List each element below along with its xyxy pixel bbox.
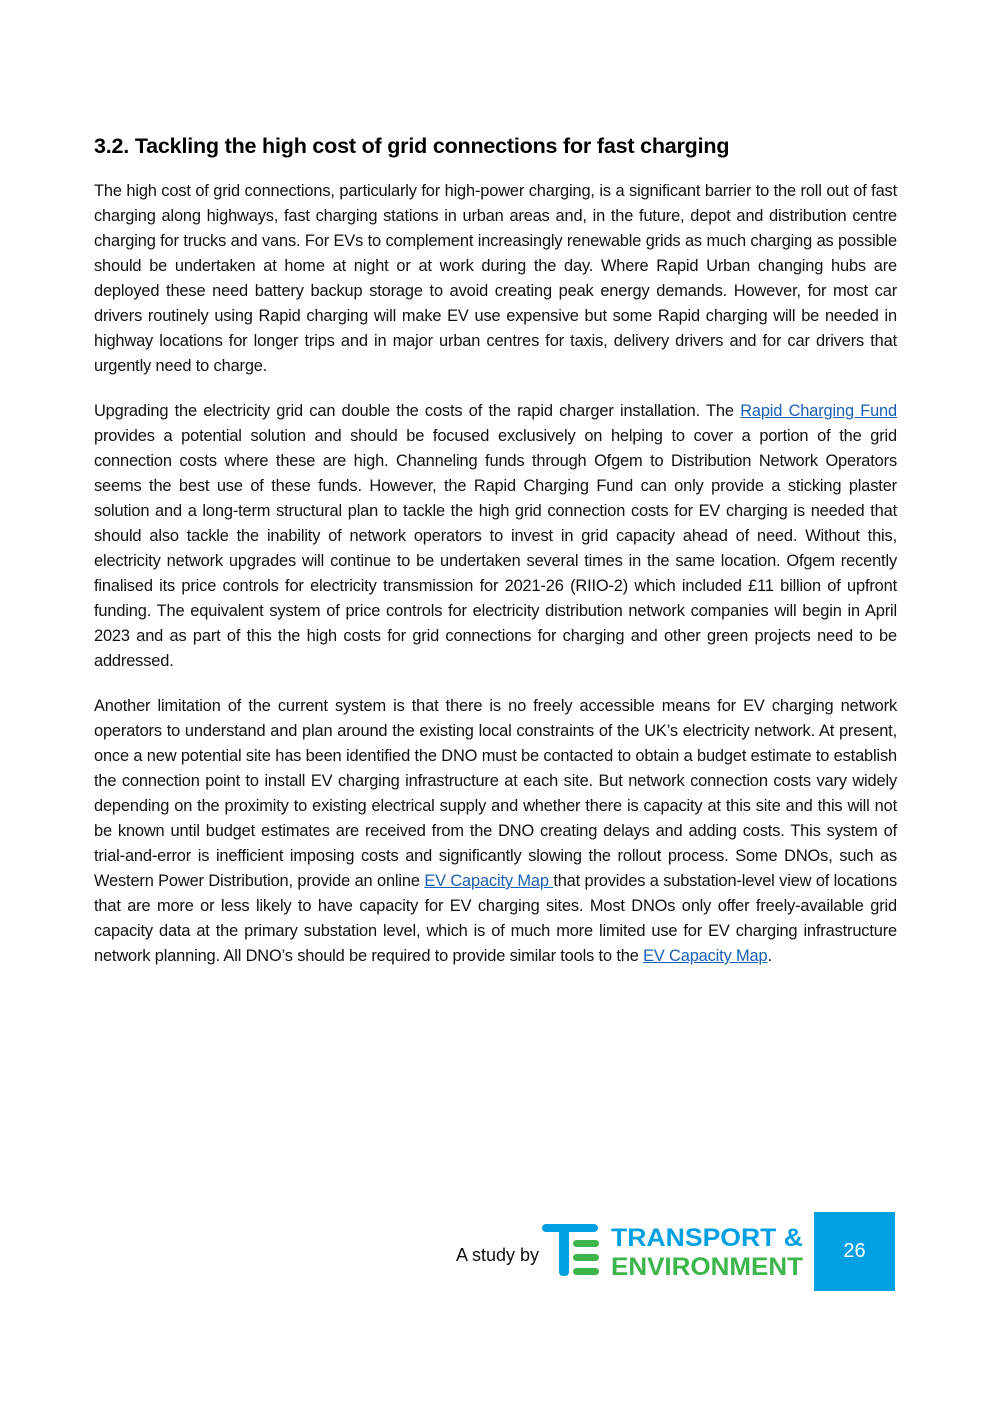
page-number-box <box>814 1212 895 1291</box>
logo-text-line2: ENVIRONMENT <box>611 1253 803 1280</box>
paragraph-1: The high cost of grid connections, particularly for high-power charging, is a significant barrier to the roll out of fast charging along highways, fast charging stations in urban areas and, in the future, depot and distribution centre charging for trucks and vans. For EVs to complement increasingly renewable grids as much charging as possible should be undertaken at home at night or at work during the day. Where Rapid Urban changing hubs are deployed these need battery backup storage to avoid creating peak energy demands. However, for most car drivers routinely using Rapid charging will make EV use expensive but some Rapid charging will be needed in highway locations for longer trips and in major urban centres for taxis, delivery drivers and for car drivers that urgently need to charge. <box>94 182 897 375</box>
transport-environment-logo <box>541 1222 806 1280</box>
logo-t-stem <box>559 1224 569 1276</box>
section-heading: 3.2. Tackling the high cost of grid connections for fast charging <box>94 134 730 158</box>
ev-capacity-map-link-2[interactable]: EV Capacity Map <box>643 947 768 965</box>
logo-e-bar-2 <box>573 1254 599 1261</box>
logo-text-line1: TRANSPORT & <box>611 1224 803 1252</box>
logo-t-bar <box>542 1224 598 1232</box>
p3-text-middle: that provides a substation-level view of locations that are more or less likely to have capacity for EV charging sites. Most DNOs only offer freely-available grid capacity data at the primary substation level, which is of much more limited use for EV charging infrastructure network planning. All DNO’s should be required to provide similar tools to the <box>94 872 897 965</box>
paragraph-2 <box>94 399 897 674</box>
p3-text-before: Another limitation of the current system is that there is no freely accessible means for EV charging network operators to understand and plan around the existing local constraints of the UK’s electricity network. At present, once a new potential site has been identified the DNO must be contacted to obtain a budget estimate to establish the connection point to install EV charging infrastructure at each site. But network connection costs vary widely depending on the proximity to existing electrical supply and whether there is capacity at this site and this will not be known until budget estimates are received from the DNO creating delays and adding costs. This system of trial-and-error is inefficient imposing costs and significantly slowing the rollout process. Some DNOs, such as Western Power Distribution, provide an online <box>94 697 897 890</box>
p3-text-end: . <box>767 947 772 965</box>
ev-capacity-map-link-1[interactable]: EV Capacity Map <box>424 872 554 890</box>
rapid-charging-fund-link[interactable]: Rapid Charging Fund <box>740 402 897 420</box>
page-content <box>94 134 897 989</box>
study-by-label: A study by <box>456 1245 540 1265</box>
footer <box>0 1212 993 1292</box>
paragraph-3 <box>94 694 897 969</box>
logo-e-bar-1 <box>573 1240 599 1247</box>
logo-e-bar-3 <box>573 1268 599 1275</box>
page-number: 26 <box>843 1240 866 1262</box>
p2-text-before: Upgrading the electricity grid can double the costs of the rapid charger installation. The <box>94 402 741 420</box>
p2-text-after: provides a potential solution and should be focused exclusively on helping to cover a portion of the grid connection costs where these are high. Channeling funds through Ofgem to Distribution Network Operators seems the best use of these funds. However, the Rapid Charging Fund can only provide a sticking plaster solution and a long-term structural plan to tackle the high grid connection costs for EV charging is needed that should also tackle the inability of network operators to invest in grid capacity ahead of need. Without this, electricity network upgrades will continue to be undertaken several times in the same location. Ofgem recently finalised its price controls for electricity transmission for 2021-26 (RIIO-2) which included £11 billion of upfront funding. The equivalent system of price controls for electricity distribution network companies will begin in April 2023 and as part of this the high costs for grid connections for charging and other green projects need to be addressed. <box>94 427 897 670</box>
